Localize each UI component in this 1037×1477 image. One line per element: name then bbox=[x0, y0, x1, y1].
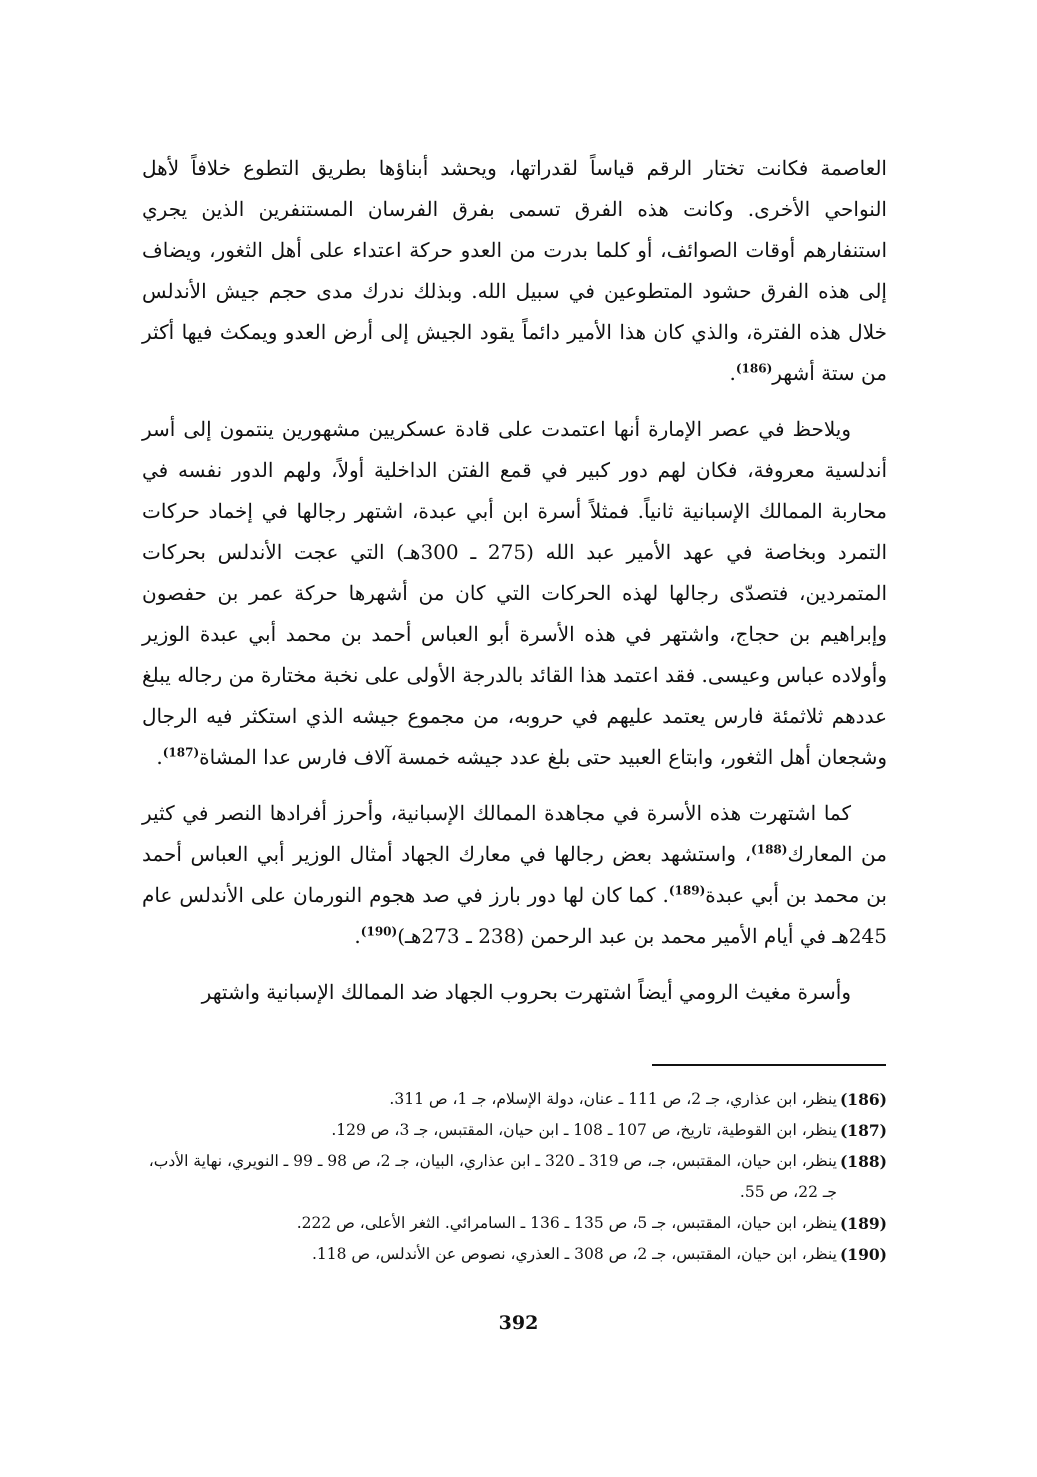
footnote-number: (188) bbox=[839, 1152, 887, 1171]
paragraph-1-end: . bbox=[729, 361, 736, 385]
footnote-186 bbox=[142, 1084, 887, 1115]
paragraph-3 bbox=[142, 793, 887, 957]
footnote-189 bbox=[142, 1208, 887, 1239]
paragraph-1 bbox=[142, 148, 887, 394]
footnote-number: (187) bbox=[839, 1121, 887, 1140]
footnote-190 bbox=[142, 1239, 887, 1270]
footnote-ref-188: (188) bbox=[751, 842, 788, 857]
paragraph-4 bbox=[142, 972, 887, 1013]
paragraph-4-text: وأسرة مغيث الرومي أيضاً اشتهرت بحروب الجهاد ضد الممالك الإسبانية واشتهر bbox=[201, 980, 851, 1004]
footnote-ref-187: (187) bbox=[162, 745, 200, 760]
footnote-number: (189) bbox=[839, 1214, 887, 1233]
paragraph-3-end: . bbox=[354, 924, 361, 948]
footnote-ref-190: (190) bbox=[360, 924, 398, 939]
paragraph-3-text-c: . كما كان لها دور بارز في صد هجوم النورمان على الأندلس عام 245هـ في أيام الأمير محمد بن عبد الرحمن (238 ـ 273هـ) bbox=[142, 883, 887, 948]
paragraph-2-end: . bbox=[156, 745, 163, 769]
footnote-text: ينظر، ابن حيان، المقتبس، جـ، ص 319 ـ 320 ـ ابن عذاري، البيان، جـ 2، ص 98 ـ 99 ـ النويري، نهاية الأدب، جـ 22، ص 55. bbox=[148, 1152, 837, 1201]
paragraph-1-text: العاصمة فكانت تختار الرقم قياساً لقدراتها، ويحشد أبناؤها بطريق التطوع خلافاً لأهل النواحي الأخرى. وكانت هذه الفرق تسمى بفرق الفرسان المستنفرين الذين يجري استنفارهم أوقات الصوائف، أو كلما بدرت من العدو حركة اعتداء على أهل الثغور، ويضاف إلى هذه الفرق حشود المتطوعين في سبيل الله. وبذلك ندرك مدى حجم جيش الأندلس خلال هذه الفترة، والذي كان هذا الأمير دائماً يقود الجيش إلى أرض العدو ويمكث فيها أكثر من ستة أشهر bbox=[142, 156, 887, 385]
footnote-ref-186: (186) bbox=[735, 361, 773, 376]
footnote-188 bbox=[142, 1146, 887, 1208]
footnote-number: (186) bbox=[839, 1090, 887, 1109]
footnote-text: ينظر، ابن حيان، المقتبس، جـ 2، ص 308 ـ العذري، نصوص عن الأندلس، ص 118. bbox=[311, 1245, 837, 1263]
paragraph-2-text: ويلاحظ في عصر الإمارة أنها اعتمدت على قادة عسكريين مشهورين ينتمون إلى أسر أندلسية معروفة، فكان لهم دور كبير في قمع الفتن الداخلية أولاً، ولهم الدور نفسه في محاربة الممالك الإسبانية ثانياً. فمثلاً أسرة ابن أبي عبدة، اشتهر رجالها في إخماد حركات التمرد وبخاصة في عهد الأمير عبد الله (275 ـ 300هـ) التي عجت الأندلس بحركات المتمردين، فتصدّى رجالها لهذه الحركات التي كان من أشهرها حركة عمر بن حفصون وإبراهيم بن حجاج، واشتهر في هذه الأسرة أبو العباس أحمد بن محمد أبي عبدة الوزير وأولاده عباس وعيسى. فقد اعتمد هذا القائد بالدرجة الأولى على نخبة مختارة من رجاله يبلغ عددهم ثلاثمئة فارس يعتمد عليهم في حروبه، من مجموع جيشه الذي استكثر فيه الرجال وشجعان أهل الثغور، وابتاع العبيد حتى بلغ عدد جيشه خمسة آلاف فارس عدا المشاة bbox=[142, 417, 887, 769]
footnote-text: ينظر، ابن حيان، المقتبس، جـ 5، ص 135 ـ 136 ـ السامرائي. الثغر الأعلى، ص 222. bbox=[296, 1214, 837, 1232]
page-number: 392 bbox=[498, 1312, 539, 1334]
main-text bbox=[142, 148, 887, 1013]
paragraph-3-text-b: ، واستشهد بعض رجالها في معارك الجهاد أمثال الوزير أبي العباس أحمد بن محمد بن أبي عبدة bbox=[142, 842, 887, 907]
footnote-text: ينظر، ابن عذاري، جـ 2، ص 111 ـ عنان، دولة الإسلام، جـ 1، ص 311. bbox=[389, 1090, 837, 1108]
paragraph-2 bbox=[142, 409, 887, 778]
footnote-187 bbox=[142, 1115, 887, 1146]
footnote-number: (190) bbox=[839, 1245, 887, 1264]
paragraph-3-text-a: كما اشتهرت هذه الأسرة في مجاهدة الممالك الإسبانية، وأحرز أفرادها النصر في كثير من المعارك bbox=[142, 801, 887, 866]
footnotes bbox=[142, 1084, 887, 1270]
footnote-text: ينظر، ابن القوطية، تاريخ، ص 107 ـ 108 ـ ابن حيان، المقتبس، جـ 3، ص 129. bbox=[331, 1121, 837, 1139]
footnote-separator bbox=[652, 1064, 886, 1066]
footnote-ref-189: (189) bbox=[668, 883, 706, 898]
